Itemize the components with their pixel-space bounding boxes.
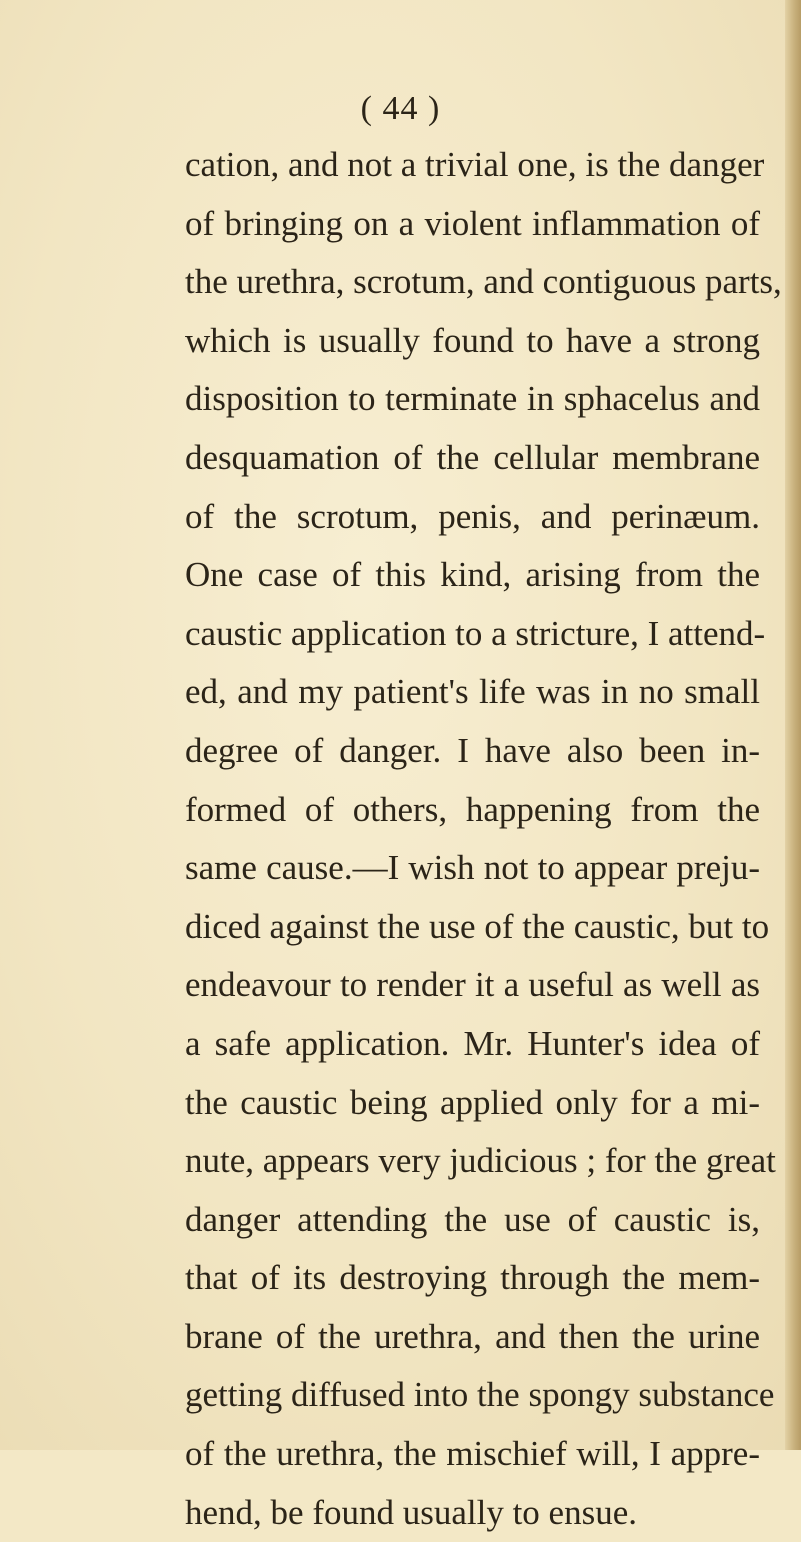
text-line: the urethra, scrotum, and contiguous parts, bbox=[185, 262, 782, 302]
page-edge bbox=[785, 0, 801, 1450]
text-line: a safe application. Mr. Hunter's idea of bbox=[185, 1023, 760, 1063]
text-line: formed of others, happening from the bbox=[185, 789, 760, 829]
text-line: danger attending the use of caustic is, bbox=[185, 1199, 760, 1239]
text-line: of bringing on a violent inflammation of bbox=[185, 203, 760, 243]
page-number: ( 44 ) bbox=[360, 90, 441, 127]
text-line: caustic application to a stricture, I attend- bbox=[185, 613, 766, 653]
text-line: diced against the use of the caustic, but to bbox=[185, 906, 770, 946]
text-line: that of its destroying through the mem- bbox=[185, 1258, 760, 1298]
text-line: disposition to terminate in sphacelus and bbox=[185, 379, 760, 419]
text-line: same cause.—I wish not to appear preju- bbox=[185, 848, 760, 888]
text-line: of the scrotum, penis, and perinæum. bbox=[185, 496, 760, 536]
body-text bbox=[185, 136, 782, 1542]
text-line: of the urethra, the mischief will, I appre- bbox=[185, 1434, 760, 1474]
text-line: the caustic being applied only for a mi- bbox=[185, 1082, 760, 1122]
text-line: One case of this kind, arising from the bbox=[185, 555, 760, 595]
text-line: degree of danger. I have also been in- bbox=[185, 730, 760, 770]
text-line: ed, and my patient's life was in no small bbox=[185, 672, 760, 712]
text-line: nute, appears very judicious ; for the great bbox=[185, 1141, 776, 1181]
text-line: desquamation of the cellular membrane bbox=[185, 437, 760, 477]
text-line: cation, and not a trivial one, is the danger bbox=[185, 145, 765, 184]
text-line: which is usually found to have a strong bbox=[185, 320, 760, 360]
text-line: hend, be found usually to ensue. bbox=[185, 1492, 637, 1532]
text-line: getting diffused into the spongy substance bbox=[185, 1375, 775, 1415]
text-line: endeavour to render it a useful as well as bbox=[185, 965, 760, 1005]
text-line: brane of the urethra, and then the urine bbox=[185, 1316, 760, 1356]
